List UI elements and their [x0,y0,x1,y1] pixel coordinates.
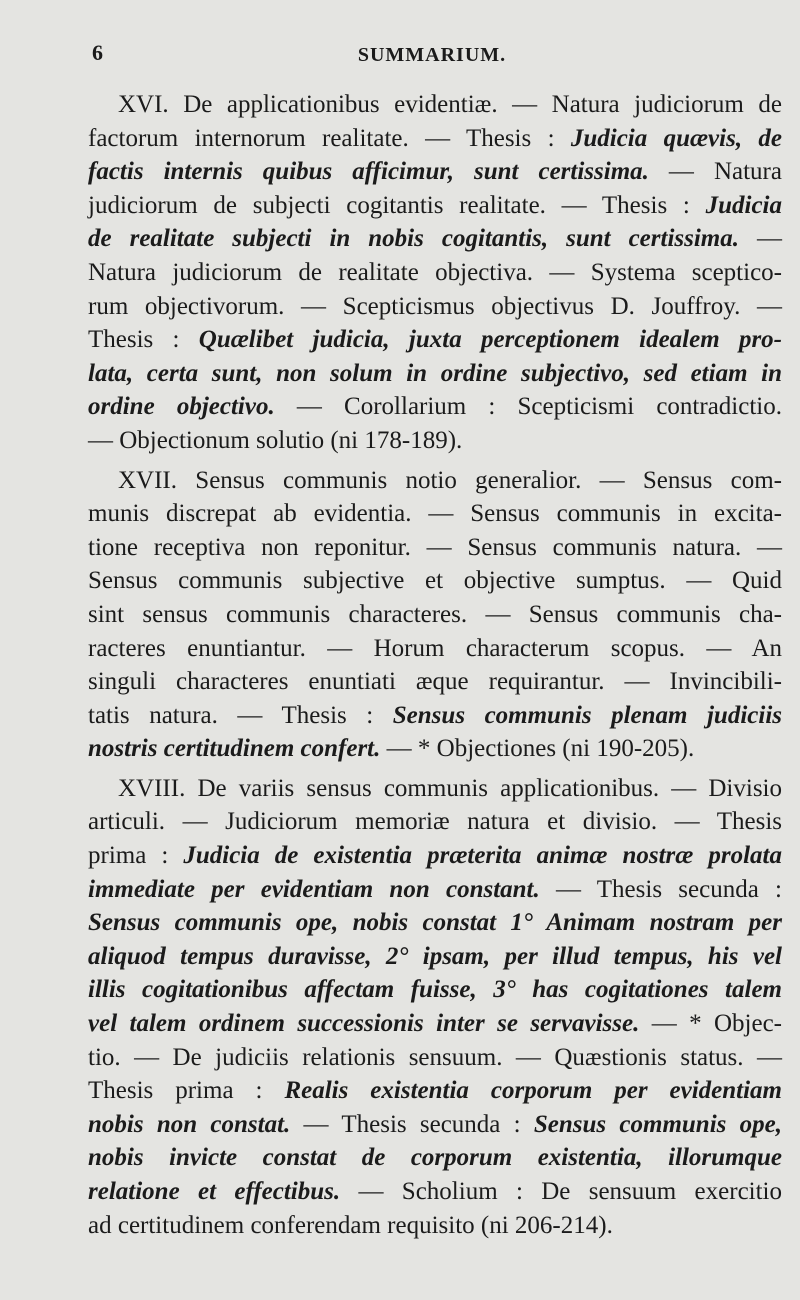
text-segment: XVII. Sensus communis notio generalior. — Sensus com- [118,466,782,494]
text-line [88,699,782,733]
text-segment: factorum internorum realitate. — Thesis : [88,124,571,152]
text-line [88,1041,782,1075]
italic-text: Quælibet judicia, juxta perceptionem idealem pro- [198,326,782,354]
italic-text: Judicia quævis, de [570,124,783,152]
text-line [88,1141,782,1175]
text-segment: ad certitudinem conferendam requisito (ni 206-214). [88,1211,613,1239]
text-segment: — [739,225,782,253]
italic-text: Judicia de existentia præterita animæ nostræ prolata [183,842,783,870]
text-line [88,464,782,498]
text-segment: Thesis : [88,326,199,354]
text-segment: articuli. — Judiciorum memoriæ natura et divisio. — Thesis [88,808,782,836]
text-line [88,189,782,223]
italic-text: Sensus communis ope, [533,1110,782,1138]
italic-text: Sensus communis ope, nobis constat 1° Animam nostram per [88,909,782,937]
text-line [88,839,782,873]
text-line [88,357,782,391]
text-line [88,906,782,940]
text-segment: prima : [88,842,184,870]
text-line [88,323,782,357]
summary-paragraph [88,772,782,1242]
text-line [88,873,782,907]
running-head [92,40,772,70]
text-segment: — Natura [648,158,782,186]
page-number: 6 [92,40,103,65]
text-line [88,632,782,666]
text-segment: racteres enuntiantur. — Horum characterum scopus. — An [88,634,782,662]
italic-text: de realitate subjecti in nobis cogitantis, sunt certissima. [88,225,739,253]
text-segment: — Scholium : De sensuum exercitio [340,1178,783,1205]
text-line [88,805,782,839]
summary-body [88,88,782,1248]
text-line [88,390,782,424]
text-line [88,122,782,156]
italic-text: immediate per evidentiam non constant. [88,875,540,903]
text-segment: sint sensus communis characteres. — Sensus communis cha- [88,600,782,628]
text-segment: XVI. De applicationibus evidentiæ. — Natura judiciorum de [118,91,782,118]
italic-text: relatione et effectibus. [88,1178,341,1205]
text-segment: — Thesis secunda : [539,875,782,903]
italic-text: nobis non constat. [88,1110,291,1138]
text-segment: judiciorum de subjecti cogitantis realitate. — Thesis : [88,191,706,219]
text-segment: Sensus communis subjective et objective sumptus. — Quid [88,567,782,595]
italic-text: aliquod tempus duravisse, 2° ipsam, per illud tempus, his vel [88,942,782,970]
text-segment: Thesis prima : [88,1077,285,1105]
text-line [88,1007,782,1041]
italic-text: lata, certa sunt, non solum in ordine subjectivo, sed etiam in [88,359,782,387]
text-line [88,772,782,806]
text-line [88,497,782,531]
text-line [88,1108,782,1142]
running-title: SUMMARIUM. [357,44,507,66]
text-segment: munis discrepat ab evidentia. — Sensus communis in excita- [88,500,782,528]
italic-text: nobis invicte constat de corporum existentia, illorumque [88,1144,782,1172]
text-segment: XVIII. De variis sensus communis applicationibus. — Divisio [118,774,782,802]
text-line [88,665,782,699]
text-line [88,1175,782,1209]
text-segment: Natura judiciorum de realitate objectiva. — Systema sceptico- [88,258,782,286]
summary-paragraph [88,88,782,458]
italic-text: factis internis quibus afficimur, sunt certissima. [88,158,649,186]
text-line [88,1209,782,1243]
italic-text: Realis existentia corporum per evidentiam [284,1077,782,1105]
italic-text: Judicia [705,191,782,219]
italic-text: vel talem ordinem successionis inter se servavisse. [88,1010,640,1038]
italic-text: nostris certitudinem confert. [88,735,381,763]
text-segment: — * Objectiones (ni 190-205). [380,735,695,763]
text-line [88,1074,782,1108]
text-segment: — Corollarium : Scepticismi contradictio. [274,393,782,421]
italic-text: Sensus communis plenam judiciis [392,701,782,729]
summary-paragraph [88,464,782,766]
italic-text: illis cogitationibus affectam fuisse, 3° has cogitationes talem [88,976,782,1004]
text-line [88,598,782,632]
text-segment: rum objectivorum. — Scepticismus objectivus D. Jouffroy. — [88,292,782,320]
text-line [88,256,782,290]
text-segment: tione receptiva non reponitur. — Sensus communis natura. — [88,533,782,561]
text-line [88,564,782,598]
text-line [88,155,782,189]
text-line [88,222,782,256]
text-line [88,424,782,458]
text-segment: — Objectionum solutio (ni 178-189). [88,426,463,454]
text-line [88,940,782,974]
text-segment: — Thesis secunda : [290,1110,534,1138]
text-line [88,290,782,324]
text-line [88,973,782,1007]
text-segment: singuli characteres enuntiati æque requirantur. — Invincibili- [88,668,782,696]
text-line [88,531,782,565]
text-segment: tio. — De judiciis relationis sensuum. — Quæstionis status. — [88,1043,782,1071]
text-line [88,732,782,766]
text-segment: — * Objec- [639,1010,782,1038]
text-segment: tatis natura. — Thesis : [88,701,393,729]
italic-text: ordine objectivo. [88,393,275,421]
text-line [88,88,782,122]
